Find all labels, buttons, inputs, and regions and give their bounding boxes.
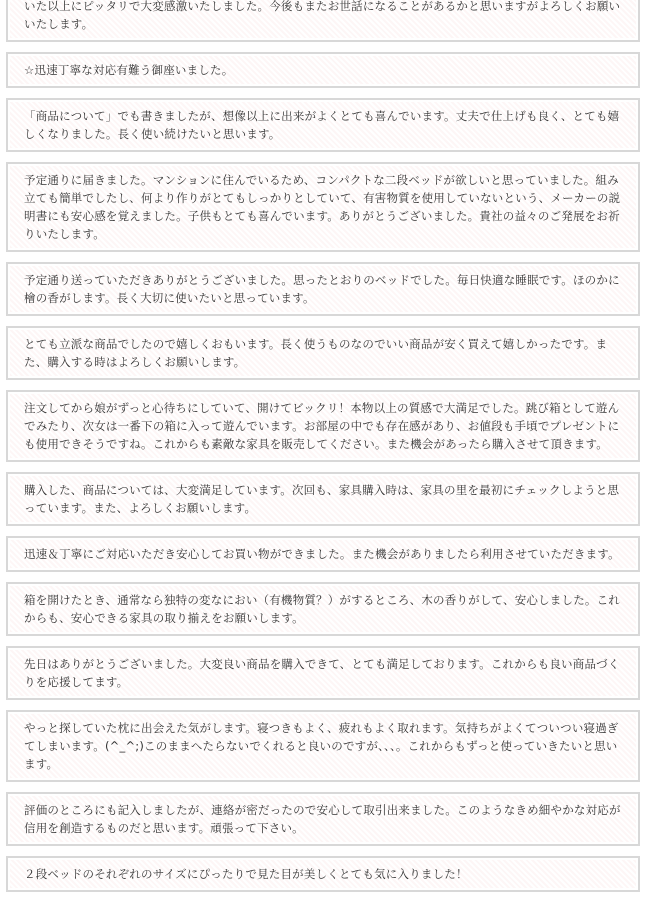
review-card: [6, 52, 640, 88]
review-text: 先日はありがとうございました。大変良い商品を購入できて、とても満足しております。これからも良い商品づくりを応援してます。: [24, 657, 620, 689]
review-text: 注文してから娘がずっと心待ちにしていて、開けてビックリ！本物以上の質感で大満足でした。跳び箱として遊んでみたり、次女は一番下の箱に入って遊んでいます。お部屋の中でも存在感があり、お値段も手頃でプレゼントにも使用できそうですね。これからも素敵な家具を販売してください。また機会があったら購入させて頂きます。: [24, 401, 620, 451]
review-text: 「商品について」でも書きましたが、想像以上に出来がよくとても喜んでいます。丈夫で仕上げも良く、とても嬉しくなりました。長く使い続けたいと思います。: [24, 109, 620, 141]
review-text: いた以上にピッタリで大変感激いたしました。今後もまたお世話になることがあるかと思いますがよろしくお願いいたします。: [24, 0, 621, 31]
review-text: ２段ベッドのそれぞれのサイズにぴったりで見た目が美しくとても気に入りました！: [24, 867, 468, 881]
review-text: 購入した、商品については、大変満足しています。次回も、家具購入時は、家具の里を最初にチェックしようと思っています。また、よろしくお願いします。: [24, 483, 620, 515]
review-card: [6, 856, 640, 892]
review-text: 迅速＆丁寧にご対応いただき安心してお買い物ができました。また機会がありましたら利用させていただきます。: [24, 547, 620, 561]
review-card: [6, 710, 640, 782]
review-text: 予定通りに届きました。マンションに住んでいるため、コンパクトな二段ベッドが欲しいと思っていました。組み立ても簡単でしたし、何より作りがとてもしっかりとしていて、有害物質を使用していないという、メーカーの説明書にも安心感を覚えました。子供もとても喜んでいます。ありがとうございました。貴社の益々のご発展をお祈りいたします。: [24, 173, 621, 241]
review-card: [6, 262, 640, 316]
review-text: 箱を開けたとき、通常なら独特の変なにおい（有機物質？）がするところ、木の香りがして、安心しました。これからも、安心できる家具の取り揃えをお願いします。: [24, 593, 621, 625]
review-card: [6, 536, 640, 572]
review-card: [6, 646, 640, 700]
review-text: ☆迅速丁寧な対応有難う御座いました。: [24, 63, 234, 77]
review-card: [6, 326, 640, 380]
review-card: [6, 472, 640, 526]
review-text: やっと探していた枕に出会えた気がします。寝つきもよく、疲れもよく取れます。気持ちがよくてついつい寝過ぎてしまいます。(^_^;)このままへたらないでくれると良いのですが、、、。これからもずっと使っていきたいと思います。: [24, 721, 619, 771]
review-text: 予定通り送っていただきありがとうございました。思ったとおりのベッドでした。毎日快適な睡眠です。ほのかに檜の香がします。長く大切に使いたいと思っています。: [24, 273, 620, 305]
review-text: とても立派な商品でしたので嬉しくおもいます。長く使うものなのでいい商品が安く買えて嬉しかったです。また、購入する時はよろしくお願いします。: [24, 337, 608, 369]
review-card: [6, 792, 640, 846]
review-text: 評価のところにも記入しましたが、連絡が密だったので安心して取引出来ました。このようなきめ細やかな対応が信用を創造するものだと思います。頑張って下さい。: [24, 803, 621, 835]
review-card: [6, 0, 640, 42]
review-card: [6, 98, 640, 152]
review-card: [6, 390, 640, 462]
review-list: [6, 0, 640, 902]
review-card: [6, 582, 640, 636]
review-card: [6, 162, 640, 252]
